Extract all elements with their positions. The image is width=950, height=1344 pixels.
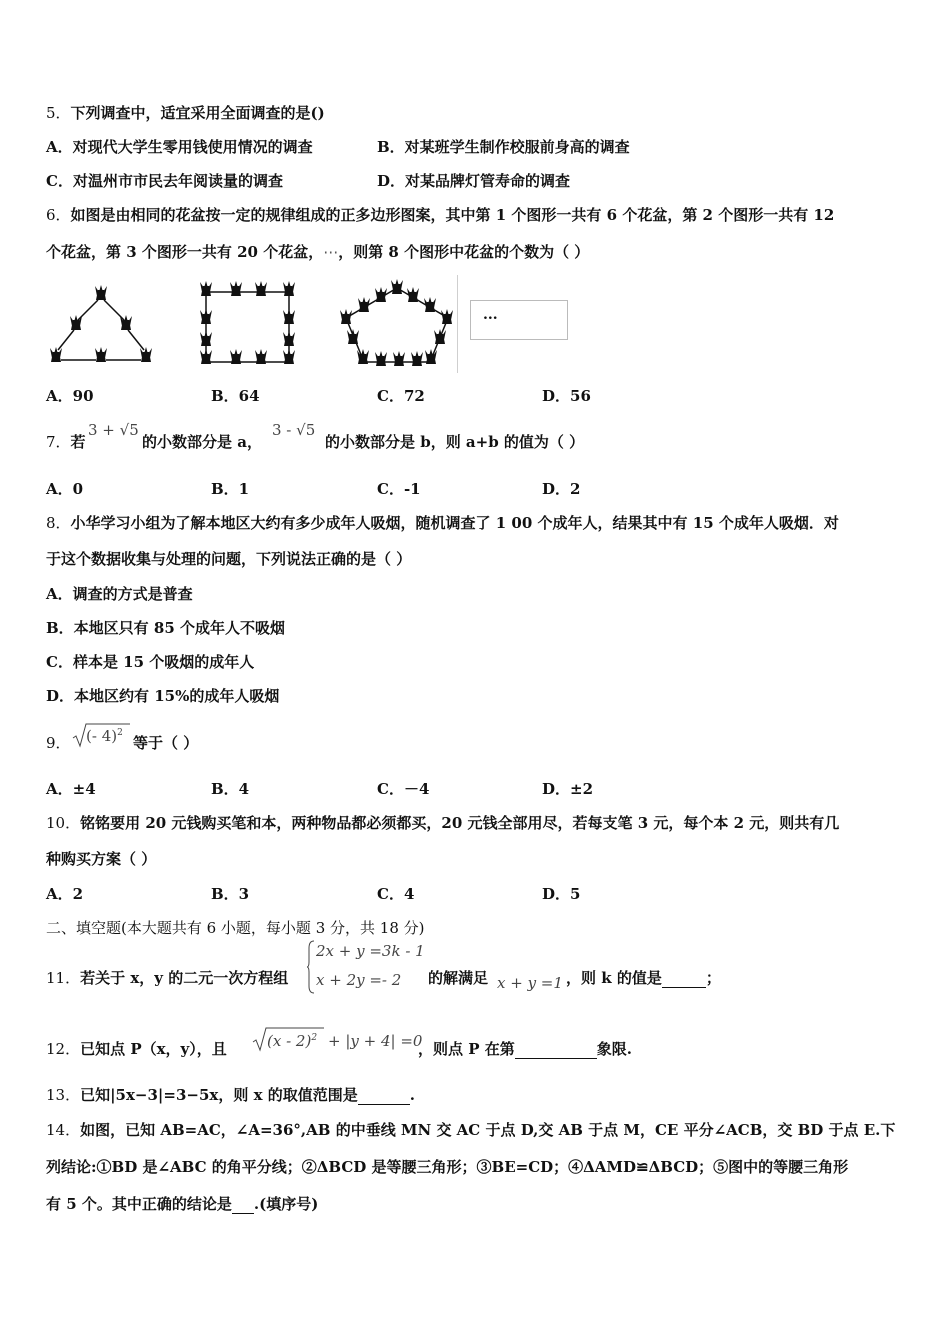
q7-option-c: C．-1 — [377, 480, 421, 498]
q9-option-d: D．±2 — [542, 780, 594, 798]
q5-option-c: C．对温州市市民去年阅读量的调查 — [46, 172, 283, 190]
q6-option-a: A．90 — [46, 387, 94, 405]
q12-post-line — [418, 1039, 632, 1059]
q10-option-b: B．3 — [211, 885, 250, 903]
q6-figure-divider — [457, 275, 458, 373]
q14-text-line3: 有 5 个。其中正确的结论是 — [46, 1195, 232, 1213]
q6-figure-square — [196, 280, 300, 368]
q9-number-line — [46, 733, 71, 753]
section-2-heading: 二、填空题(本大题共有 6 小题，每小题 3 分，共 18 分) — [46, 919, 425, 937]
q11-post: ，则 k 的值是 — [566, 969, 662, 987]
q10-option-c: C．4 — [377, 885, 415, 903]
q5-stem — [46, 103, 325, 123]
q6-number: 6． — [46, 206, 71, 224]
q11-number: 11． — [46, 969, 81, 987]
q11-end: ； — [705, 969, 721, 987]
q13-answer-blank[interactable] — [358, 1088, 410, 1105]
q8-option-a: A．调查的方式是普查 — [46, 585, 193, 603]
q8-text-line1: 小华学习小组为了解本地区大约有多少成年人吸烟，随机调查了 1 00 个成年人，结果其中有 15 个成年人吸烟．对 — [70, 514, 839, 532]
q14-text-line3-end: .(填序号) — [253, 1195, 319, 1213]
q9-option-b: B．4 — [211, 780, 250, 798]
q10-option-a: A．2 — [46, 885, 84, 903]
q5-option-a: A．对现代大学生零用钱使用情况的调查 — [46, 138, 313, 156]
q7-number: 7． — [46, 433, 71, 451]
q8-option-b: B．本地区只有 85 个成年人不吸烟 — [46, 619, 285, 637]
q6-option-b: B．64 — [211, 387, 260, 405]
q7-option-d: D．2 — [542, 480, 581, 498]
q11-brace-symbol — [306, 940, 316, 994]
q8-option-d: D．本地区约有 15%的成年人吸烟 — [46, 687, 280, 705]
q6-stem-line2 — [46, 242, 589, 262]
q10-number: 10． — [46, 814, 81, 832]
q6-figure-triangle — [46, 282, 156, 367]
q6-text-line2: 个花盆，第 3 个图形一共有 20 个花盆， — [46, 243, 324, 261]
q11-post-line — [566, 968, 721, 988]
q9-option-a: A．±4 — [46, 780, 96, 798]
q6-text-line2b: ，则第 8 个图形中花盆的个数为（ ） — [338, 243, 590, 261]
q11-mid: 的解满足 — [428, 969, 489, 987]
q13-stem — [46, 1085, 415, 1105]
q8-stem-line2: 于这个数据收集与处理的问题，下列说法正确的是（ ） — [46, 550, 412, 568]
q5-number: 5． — [46, 104, 71, 122]
q11-pre: 若关于 x，y 的二元一次方程组 — [80, 969, 289, 987]
q6-ellipsis-box-text: ... — [483, 307, 498, 323]
q12-expression-b: + |y + 4| =0 — [328, 1032, 423, 1050]
q6-option-d: D．56 — [542, 387, 591, 405]
q14-stem-line2: 列结论:①BD 是∠ABC 的角平分线；②ΔBCD 是等腰三角形；③BE=CD；④ΔAMD≌ΔBCD；⑤图中的等腰三角形 — [46, 1158, 849, 1176]
q8-stem-line1 — [46, 513, 839, 533]
q11-answer-blank[interactable] — [662, 971, 706, 988]
q7-stem — [46, 432, 86, 452]
q9-expression-exp: 2 — [117, 728, 123, 738]
q12-post: 象限. — [596, 1040, 632, 1058]
q12-answer-blank[interactable] — [515, 1042, 597, 1059]
q7-expression-1: 3 + √5 — [88, 421, 139, 439]
q5-option-d: D．对某品牌灯管寿命的调查 — [377, 172, 571, 190]
q5-text: 下列调查中，适宜采用全面调查的是() — [70, 104, 325, 122]
q9-post: 等于（ ） — [133, 734, 199, 752]
q7-pre: 若 — [70, 433, 86, 451]
q6-ellipsis: ⋯ — [323, 243, 339, 261]
q12-pre: 已知点 P（x，y），且 — [80, 1040, 227, 1058]
q11-equation-2: x + 2y =- 2 — [316, 971, 402, 989]
q9-number: 9． — [46, 734, 71, 752]
q13-text: 已知|5x−3|=3−5x，则 x 的取值范围是 — [80, 1086, 358, 1104]
q10-text-line1: 铭铭要用 20 元钱购买笔和本，两种物品都必须都买，20 元钱全部用尽，若每支笔 3 元，每个本 2 元，则共有几 — [80, 814, 840, 832]
q7-option-b: B．1 — [211, 480, 250, 498]
q9-expression-base: (- 4) — [86, 727, 118, 745]
q7-post: 的小数部分是 b，则 a+b 的值为（ ） — [325, 433, 585, 451]
q6-stem-line1 — [46, 205, 834, 225]
q14-text-line1: 如图，已知 AB=AC，∠A=36°,AB 的中垂线 MN 交 AC 于点 D,交 AB 于点 M，CE 平分∠ACB，交 BD 于点 E.下 — [80, 1121, 896, 1139]
q11-equation-1: 2x + y =3k - 1 — [316, 942, 425, 960]
q14-number: 14． — [46, 1121, 81, 1139]
q12-stem — [46, 1039, 227, 1059]
q6-text-line1: 如图是由相同的花盆按一定的规律组成的正多边形图案，其中第 1 个图形一共有 6 个花盆，第 2 个图形一共有 12 — [70, 206, 835, 224]
q10-option-d: D．5 — [542, 885, 581, 903]
q14-stem-line1 — [46, 1120, 895, 1140]
q13-end: . — [409, 1086, 415, 1104]
q6-option-c: C．72 — [377, 387, 425, 405]
q13-number: 13． — [46, 1086, 81, 1104]
q7-option-a: A．0 — [46, 480, 84, 498]
q14-answer-blank[interactable] — [232, 1197, 254, 1214]
q5-option-b: B．对某班学生制作校服前身高的调查 — [377, 138, 630, 156]
q11-condition: x + y =1 — [497, 974, 563, 992]
q14-stem-line3 — [46, 1194, 318, 1214]
q8-number: 8． — [46, 514, 71, 532]
q7-expression-2: 3 - √5 — [272, 421, 316, 439]
q12-mid: ，则点 P 在第 — [418, 1040, 515, 1058]
q6-figure-ellipsis-box — [470, 300, 568, 340]
q9-option-c: C．－4 — [377, 780, 430, 798]
q12-expression-base: (x - 2) — [267, 1032, 312, 1050]
q7-mid: 的小数部分是 a， — [142, 433, 262, 451]
q12-expression-exp: 2 — [311, 1033, 318, 1043]
q10-stem-line2: 种购买方案（ ） — [46, 850, 157, 868]
q10-stem-line1 — [46, 813, 839, 833]
q8-option-c: C．样本是 15 个吸烟的成年人 — [46, 653, 255, 671]
q12-number: 12． — [46, 1040, 81, 1058]
q6-figure-pentagon — [340, 278, 455, 370]
q11-stem — [46, 968, 288, 988]
q9-expression — [86, 727, 123, 745]
q12-expression-a — [267, 1032, 317, 1050]
